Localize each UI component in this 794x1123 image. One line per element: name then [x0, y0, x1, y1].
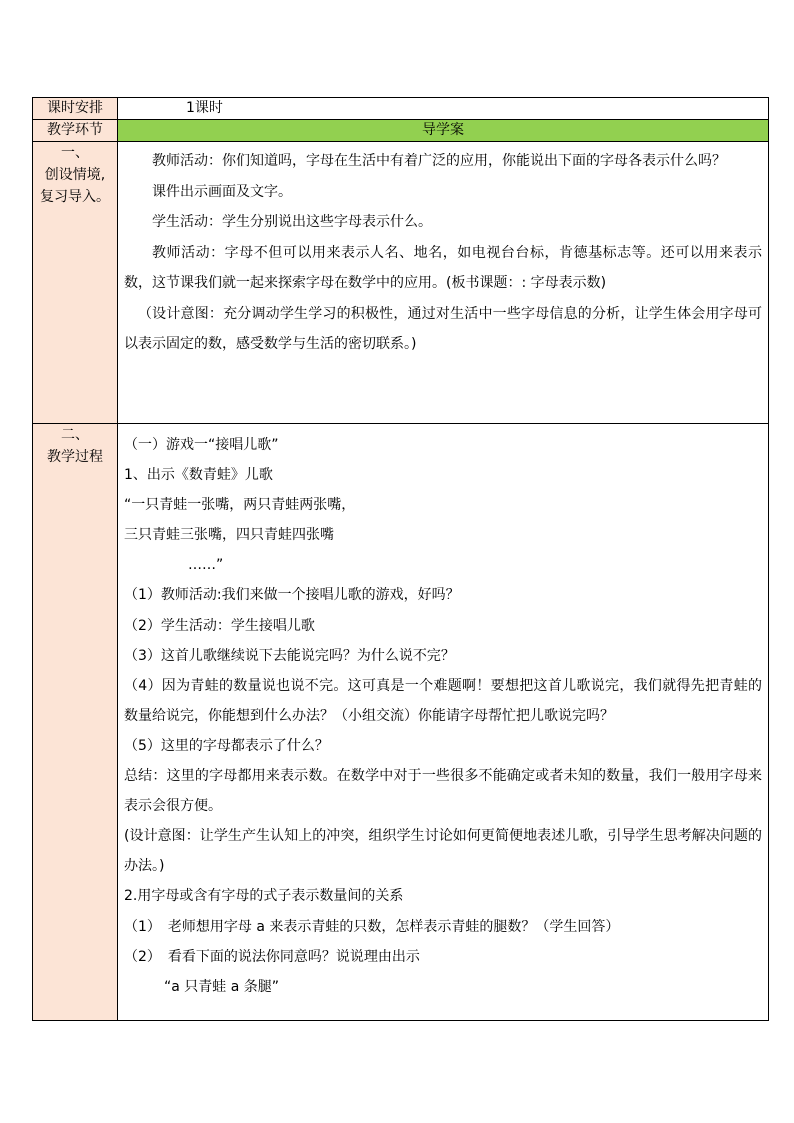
section1-content: [118, 142, 769, 424]
section2-line: 2.用字母或含有字母的式子表示数量间的关系: [124, 888, 404, 905]
section2-line: “a 只青蛙 a 条腿”: [164, 978, 280, 995]
section1-row: [33, 142, 769, 424]
section2-label: [33, 424, 118, 1021]
section2-line: 三只青蛙三张嘴，四只青蛙四张嘴: [124, 527, 334, 544]
section2-line: （1）教师活动:我们来做一个接唱儿歌的游戏，好吗？: [124, 587, 460, 604]
section2-line: 总结：这里的字母都用来表示数。在数学中对于一些很多不能确定或者未知的数量，我们一般用字母来表示会很方便。: [124, 768, 762, 815]
lesson-plan-table: [32, 97, 769, 1021]
hours-value: 1课时: [118, 98, 769, 120]
plan-label: 导学案: [118, 120, 769, 142]
section2-line: （1） 老师想用字母 a 来表示青蛙的只数，怎样表示青蛙的腿数？（学生回答）: [124, 918, 620, 935]
section2-line: （3）这首儿歌继续说下去能说完吗？为什么说不完？: [124, 647, 455, 664]
section2-line: 1、出示《数青蛙》儿歌: [124, 467, 273, 484]
section1-label: [33, 142, 118, 424]
section2-line: （2） 看看下面的说法你同意吗？说说理由出示: [124, 948, 420, 965]
stage-row: [33, 120, 769, 142]
section1-paragraph: 教师活动：你们知道吗，字母在生活中有着广泛的应用，你能说出下面的字母各表示什么吗？: [152, 153, 726, 169]
section2-line: （2）学生活动：学生接唱儿歌: [124, 617, 315, 634]
hours-row: [33, 98, 769, 120]
section2-content: [118, 424, 769, 1021]
section1-label-line1: 一、: [61, 145, 89, 161]
section2-line: （4）因为青蛙的数量说也说不完。这可真是一个难题啊！要想把这首儿歌说完，我们就得先把青蛙的数量给说完，你能想到什么办法？（小组交流）你能请字母帮忙把儿歌说完吗？: [124, 677, 762, 724]
section2-line: “一只青蛙一张嘴，两只青蛙两张嘴，: [124, 497, 356, 514]
section1-paragraph: 教师活动：字母不但可以用来表示人名、地名，如电视台台标，肯德基标志等。还可以用来表示数，这节课我们就一起来探索字母在数学中的应用。(板书课题：: 字母表示数): [124, 244, 762, 291]
section1-paragraph: （设计意图：充分调动学生学习的积极性，通过对生活中一些字母信息的分析，让学生体会用字母可以表示固定的数，感受数学与生活的密切联系。): [124, 305, 762, 352]
section2-row: [33, 424, 769, 1021]
section2-line: （一）游戏一“接唱儿歌”: [124, 437, 279, 453]
hours-label: 课时安排: [33, 98, 118, 120]
section1-label-line3: 复习导入。: [40, 189, 110, 205]
section1-paragraph: 课件出示画面及文字。: [152, 183, 292, 200]
section2-label-line1: 二、: [61, 427, 89, 443]
section2-line: (设计意图：让学生产生认知上的冲突，组织学生讨论如何更简便地表述儿歌，引导学生思考解决问题的办法。): [124, 828, 762, 875]
section2-line: ……”: [188, 557, 224, 574]
section2-label-line2: 教学过程: [47, 449, 103, 465]
section1-label-line2: 创设情境,: [44, 167, 106, 183]
stage-label: 教学环节: [33, 120, 118, 142]
section2-line: （5）这里的字母都表示了什么？: [124, 737, 329, 754]
section1-paragraph: 学生活动：学生分别说出这些字母表示什么。: [152, 214, 432, 230]
